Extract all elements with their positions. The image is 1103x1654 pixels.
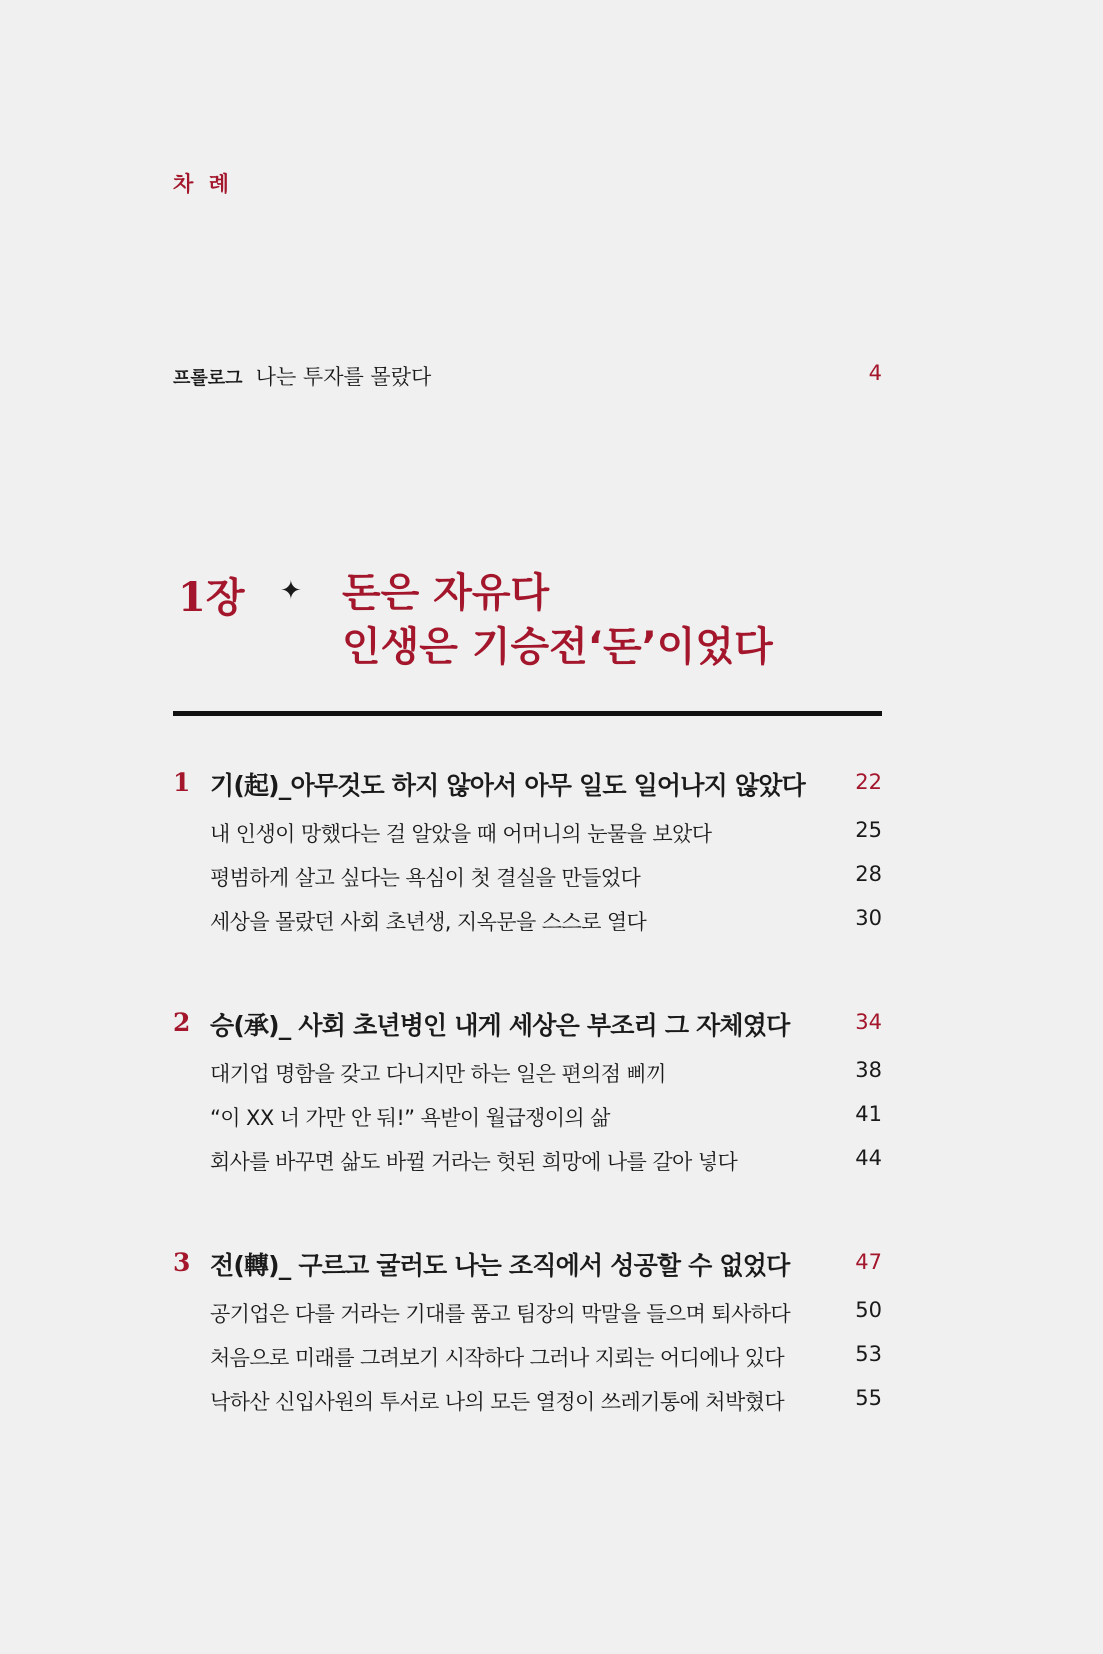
section-heading[interactable]: [173, 1006, 882, 1046]
entry-page: 30: [855, 906, 882, 930]
entry-title: 세상을 몰랐던 사회 초년생, 지옥문을 스스로 열다: [210, 910, 647, 934]
chapter-title-line1: 돈은 자유다: [342, 570, 550, 616]
entry-page: 50: [855, 1298, 882, 1322]
entry-page: 28: [855, 862, 882, 886]
section-number: 3: [173, 1248, 191, 1277]
entry-page: 44: [855, 1146, 882, 1170]
entry-title: 처음으로 미래를 그려보기 시작하다 그러나 지뢰는 어디에나 있다: [210, 1346, 785, 1370]
section-title: 기(起)_아무것도 하지 않아서 아무 일도 일어나지 않았다: [210, 771, 805, 800]
entry-page: 53: [855, 1342, 882, 1366]
toc-heading: 차 례: [173, 172, 233, 196]
entry-page: 38: [855, 1058, 882, 1082]
section-title: 승(承)_ 사회 초년병인 내게 세상은 부조리 그 자체였다: [210, 1011, 790, 1040]
star-icon: ✦: [280, 576, 302, 606]
section-page: 22: [855, 770, 882, 794]
chapter-number: 1장: [178, 574, 245, 621]
entry-page: 25: [855, 818, 882, 842]
entry-title: 내 인생이 망했다는 걸 알았을 때 어머니의 눈물을 보았다: [210, 822, 712, 846]
toc-entry[interactable]: [173, 1374, 882, 1418]
entry-title: 회사를 바꾸면 삶도 바뀔 거라는 헛된 희망에 나를 갈아 넣다: [210, 1150, 738, 1174]
entry-title: 낙하산 신입사원의 투서로 나의 모든 열정이 쓰레기통에 처박혔다: [210, 1390, 785, 1414]
toc-entry[interactable]: [173, 806, 882, 850]
toc-entry[interactable]: [173, 1090, 882, 1134]
section-1: [173, 766, 882, 938]
section-title: 전(轉)_ 구르고 굴러도 나는 조직에서 성공할 수 없었다: [210, 1251, 790, 1280]
entry-title: 평범하게 살고 싶다는 욕심이 첫 결실을 만들었다: [210, 866, 641, 890]
toc-entry[interactable]: [173, 1330, 882, 1374]
entry-page: 41: [855, 1102, 882, 1126]
entry-title: 공기업은 다를 거라는 기대를 품고 팀장의 막말을 들으며 퇴사하다: [210, 1302, 791, 1326]
toc-entry[interactable]: [173, 1134, 882, 1178]
toc-entry[interactable]: [173, 1046, 882, 1090]
chapter-title: [342, 566, 773, 674]
section-number: 2: [173, 1008, 191, 1037]
entry-title: “이 XX 너 가만 안 둬!” 욕받이 월급쟁이의 삶: [210, 1106, 610, 1130]
entry-page: 55: [855, 1386, 882, 1410]
prologue-title: 나는 투자를 몰랐다: [255, 365, 432, 389]
section-page: 34: [855, 1010, 882, 1034]
chapter-title-line2: 인생은 기승전‘돈’이었다: [342, 624, 773, 670]
section-2: [173, 1006, 882, 1178]
section-number: 1: [173, 768, 191, 797]
prologue-label: 프롤로그: [173, 368, 243, 389]
toc-entry[interactable]: [173, 1286, 882, 1330]
section-heading[interactable]: [173, 1246, 882, 1286]
section-page: 47: [855, 1250, 882, 1274]
entry-title: 대기업 명함을 갖고 다니지만 하는 일은 편의점 삐끼: [210, 1062, 666, 1086]
toc-entry[interactable]: [173, 850, 882, 894]
section-3: [173, 1246, 882, 1418]
chapter-divider: [173, 711, 882, 716]
prologue-page: 4: [868, 361, 882, 385]
section-heading[interactable]: [173, 766, 882, 806]
prologue-row[interactable]: [173, 361, 882, 391]
toc-entry[interactable]: [173, 894, 882, 938]
